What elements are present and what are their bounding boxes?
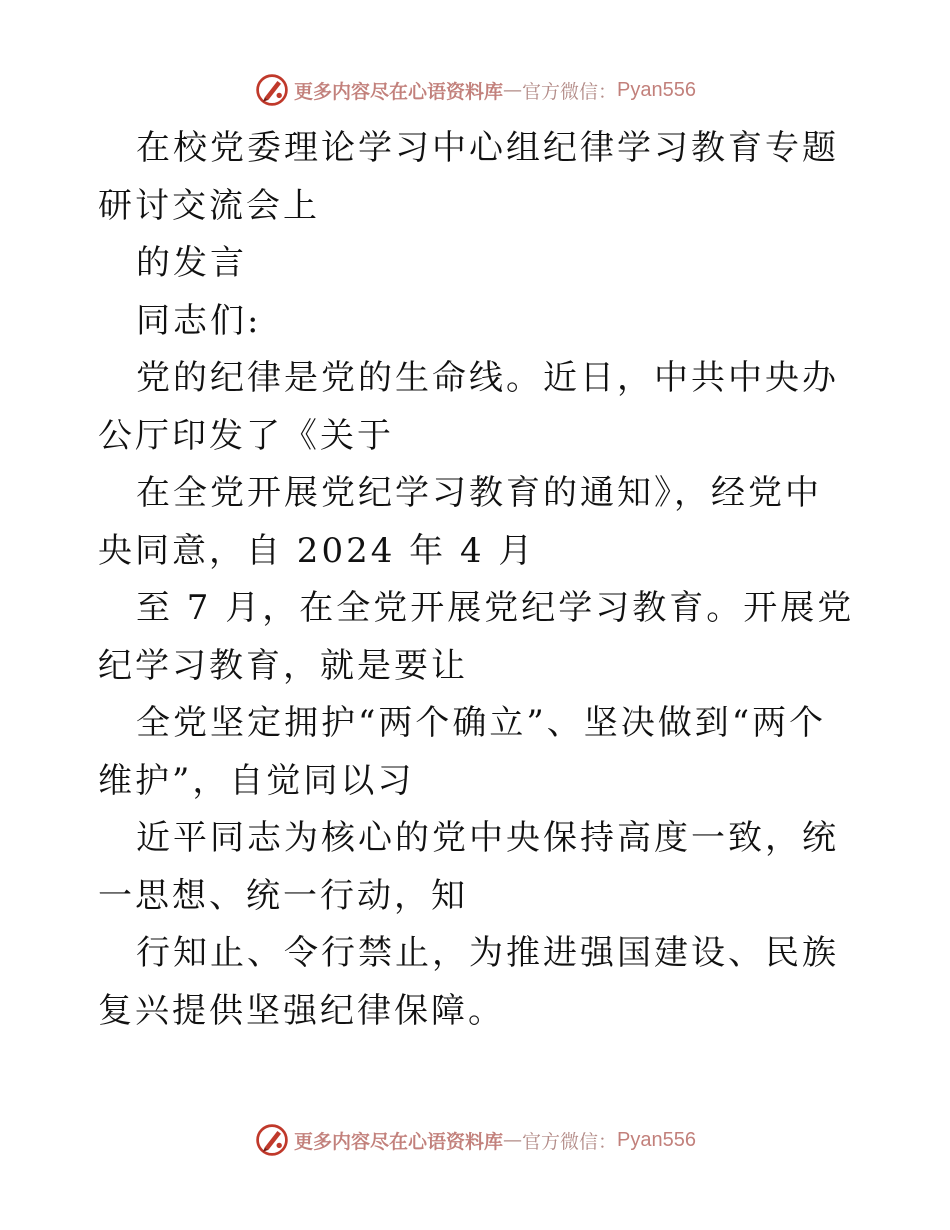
watermark-text: 更多内容尽在心语资料库 [294, 1130, 504, 1153]
pen-circle-logo-icon [254, 1122, 290, 1158]
pen-circle-logo-icon [254, 72, 290, 108]
paragraph-body-1: 党的纪律是党的生命线。近日，中共中央办公厅印发了《关于 [98, 358, 839, 456]
paragraph-body-3: 至 7 月，在全党开展党纪学习教育。开展党纪学习教育，就是要让 [98, 588, 855, 686]
paragraph-body-5: 近平同志为核心的党中央保持高度一致，统一思想、统一行动，知 [98, 818, 839, 916]
watermark-dash: — [503, 1129, 523, 1151]
document-body [98, 120, 858, 1040]
watermark-wechat-id: Pyan556 [617, 78, 696, 101]
paragraph-body-2: 在全党开展党纪学习教育的通知》，经党中央同意，自 2024 年 4 月 [98, 473, 822, 571]
watermark-wechat-id: Pyan556 [617, 1128, 696, 1151]
paragraph-title-cont: 的发言 [136, 243, 247, 283]
watermark-wechat-label: 官方微信： [522, 80, 618, 103]
watermark-dash: — [503, 79, 523, 101]
footer-watermark [0, 1120, 950, 1160]
paragraph-body-6: 行知止、令行禁止，为推进强国建设、民族复兴提供坚强纪律保障。 [98, 933, 839, 1031]
header-watermark [0, 70, 950, 110]
watermark-wechat-label: 官方微信： [522, 1130, 618, 1153]
paragraph-body-4: 全党坚定拥护“两个确立”、坚决做到“两个维护”，自觉同以习 [98, 703, 827, 801]
paragraph-salutation: 同志们: [136, 300, 262, 341]
paragraph-title: 在校党委理论学习中心组纪律学习教育专题研讨交流会上 [98, 128, 839, 226]
watermark-text: 更多内容尽在心语资料库 [294, 80, 504, 103]
